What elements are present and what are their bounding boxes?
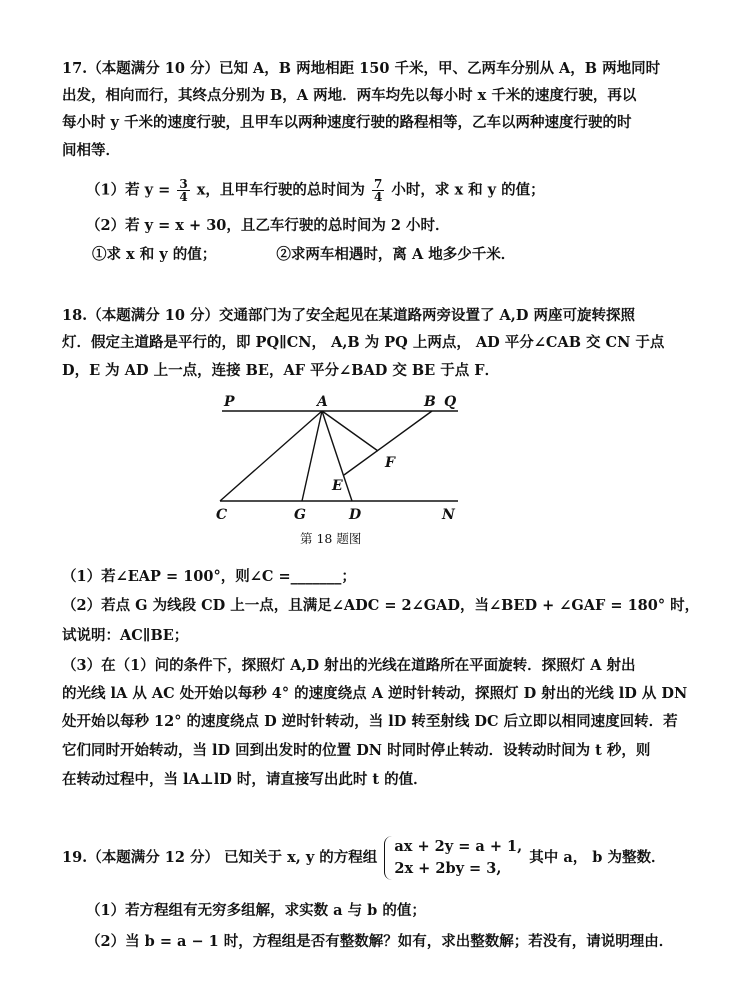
fraction-numerator: 3 bbox=[179, 177, 188, 191]
q18-part-3-line-5: 在转动过程中，当 lA⊥lD 时，请直接写出此时 t 的值． bbox=[62, 771, 428, 788]
q17-line-1: 17.（本题满分 10 分）已知 A，B 两地相距 150 千米，甲、乙两车分别从 A，B 两地同时 bbox=[62, 60, 661, 77]
fraction-denominator: 4 bbox=[373, 190, 383, 204]
q17-line-4: 间相等． bbox=[62, 142, 120, 159]
label-p: P bbox=[224, 394, 235, 410]
brace-icon bbox=[384, 836, 393, 880]
q17-part-2-sub bbox=[92, 244, 715, 266]
label-g: G bbox=[294, 507, 306, 523]
q17-part-1-b: x，且甲车行驶的总时间为 bbox=[196, 181, 365, 199]
q17-line-3: 每小时 y 千米的速度行驶，且甲车以两种速度行驶的路程相等，乙车以两种速度行驶的时 bbox=[62, 114, 632, 131]
q17-part-2-i: ①求 x 和 y 的值； bbox=[92, 246, 217, 263]
q19-part-2: （2）当 b = a − 1 时，方程组是否有整数解？如有，求出整数解；若没有，请说明理由． bbox=[86, 933, 674, 950]
q18-part-3-line-2: 的光线 lA 从 AC 处开始以每秒 4° 的速度绕点 A 逆时针转动，探照灯 D 射出的光线 lD 从 DN bbox=[62, 685, 688, 702]
q17-part-2-ii: ②求两车相遇时，离 A 地多少千米． bbox=[276, 246, 516, 263]
segment-af bbox=[322, 411, 378, 451]
fraction-three-quarters bbox=[177, 178, 189, 203]
equation-system bbox=[384, 836, 522, 880]
q18-line-2: 灯．假定主道路是平行的，即 PQ∥CN， A,B 为 PQ 上两点， AD 平分∠CAB 交 CN 于点 bbox=[62, 334, 665, 351]
q17-part-1 bbox=[86, 178, 715, 203]
label-e: E bbox=[332, 478, 343, 494]
q18-part-1: （1）若∠EAP = 100°，则∠C =_______； bbox=[62, 568, 356, 585]
q18-part-3-line-4: 它们同时开始转动，当 lD 回到出发时的位置 DN 时同时停止转动．设转动时间为 t 秒，则 bbox=[62, 742, 651, 759]
fraction-numerator: 7 bbox=[373, 177, 383, 191]
equation-1: ax + 2y = a + 1, bbox=[394, 838, 523, 855]
figure-caption: 第 18 题图 bbox=[300, 531, 362, 546]
q17-part-2: （2）若 y = x + 30，且乙车行驶的总时间为 2 小时． bbox=[86, 217, 450, 234]
label-a: A bbox=[317, 394, 328, 410]
label-b: B bbox=[424, 394, 436, 410]
q18-part-2-line-2: 试说明：AC∥BE； bbox=[62, 627, 189, 644]
q18-line-3: D，E 为 AD 上一点，连接 BE，AF 平分∠BAD 交 BE 于点 F． bbox=[62, 362, 500, 379]
q18-line-1: 18.（本题满分 10 分）交通部门为了安全起见在某道路两旁设置了 A,D 两座可旋转探照 bbox=[62, 307, 635, 324]
q18-part-2-line-1: （2）若点 G 为线段 CD 上一点，且满足∠ADC = 2∠GAD，当∠BED + ∠GAF = 180° 时， bbox=[62, 597, 700, 614]
q19-intro-a: 19.（本题满分 12 分） 已知关于 x, y 的方程组 bbox=[62, 849, 378, 866]
segment-ag bbox=[302, 411, 322, 501]
fraction-denominator: 4 bbox=[179, 190, 188, 204]
label-n: N bbox=[442, 507, 455, 523]
fraction-seven-quarters bbox=[372, 178, 384, 203]
q19-intro-b: 其中 a， b 为整数． bbox=[529, 849, 666, 866]
label-f: F bbox=[385, 455, 395, 471]
q17-part-1-c: 小时，求 x 和 y 的值； bbox=[391, 181, 545, 199]
label-d: D bbox=[349, 507, 362, 523]
q17-part-1-a: （1）若 y = bbox=[86, 181, 171, 199]
label-c: C bbox=[216, 507, 228, 523]
geometry-figure bbox=[200, 392, 480, 527]
q19-part-1: （1）若方程组有无穷多组解，求实数 a 与 b 的值； bbox=[86, 902, 426, 919]
q19-intro bbox=[62, 836, 715, 880]
label-q: Q bbox=[444, 394, 457, 410]
segment-ac bbox=[220, 411, 322, 501]
q18-part-3-line-3: 处开始以每秒 12° 的速度绕点 D 逆时针转动，当 lD 转至射线 DC 后立即以相同速度回转．若 bbox=[62, 713, 678, 730]
equation-2: 2x + 2by = 3, bbox=[394, 860, 502, 877]
q18-part-3-line-1: （3）在（1）问的条件下，探照灯 A,D 射出的光线在道路所在平面旋转．探照灯 A 射出 bbox=[62, 657, 636, 674]
q17-line-2: 出发，相向而行，其终点分别为 B，A 两地．两车均先以每小时 x 千米的速度行驶，再以 bbox=[62, 87, 637, 104]
